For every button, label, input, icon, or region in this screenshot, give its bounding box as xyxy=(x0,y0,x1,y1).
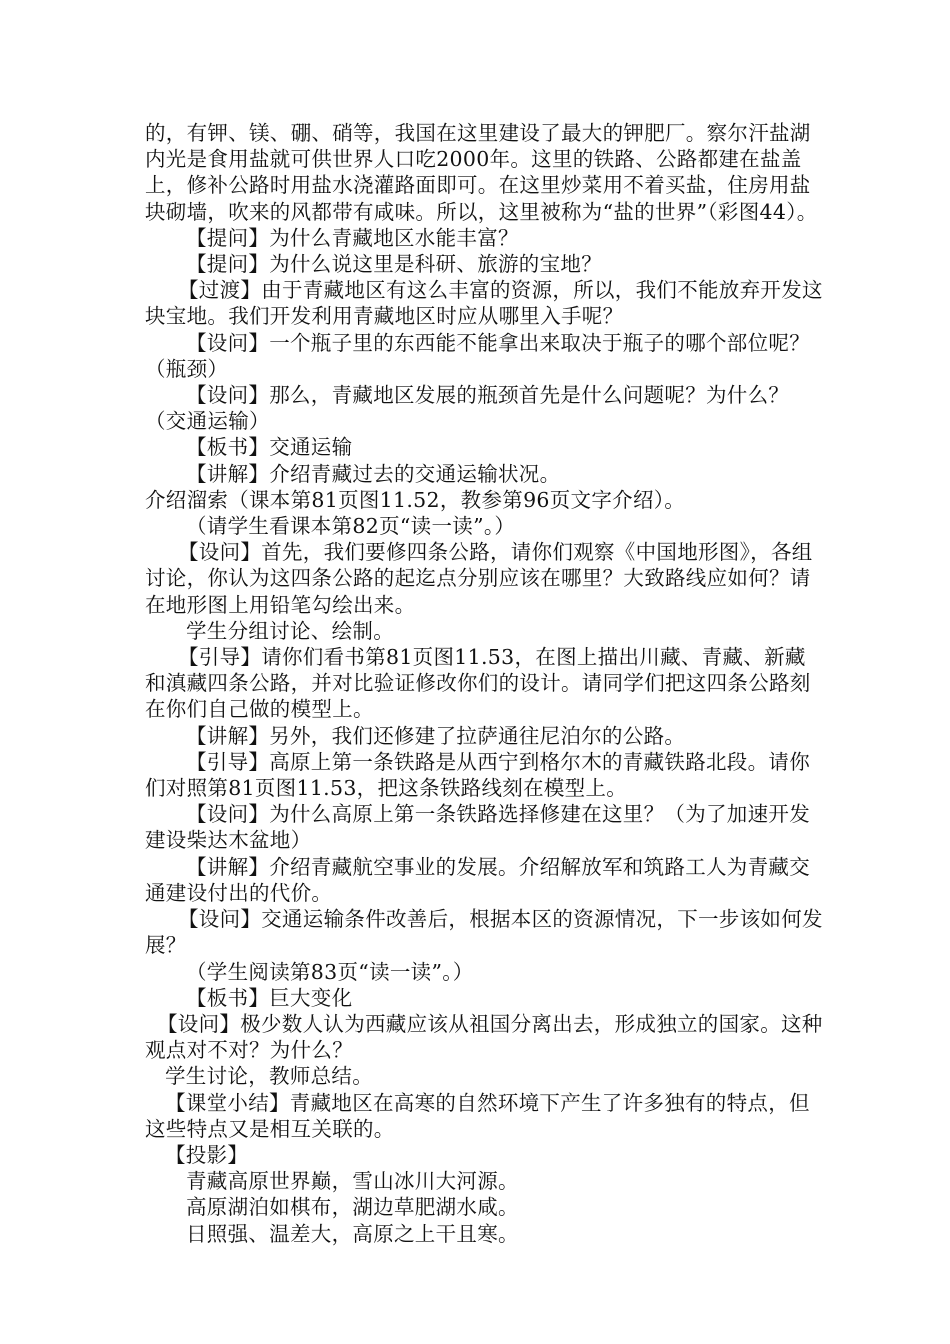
paragraph-read-page-82: （请学生看课本第82页“读一读”。） xyxy=(186,514,516,539)
paragraph-guide-railway: 【引导】高原上第一条铁路是从西宁到格尔木的青藏铁路北段。请你们对照第81页图11.53，把这条铁路线刻在模型上。 xyxy=(145,749,810,801)
paragraph-read-page-83: （学生阅读第83页“读一读”。） xyxy=(186,959,474,984)
paragraph-board-change: 【板书】巨大变化 xyxy=(186,985,353,1010)
poem-line-1: 青藏高原世界巅，雪山冰川大河源。 xyxy=(186,1169,519,1194)
paragraph-question-research-tourism: 【提问】为什么说这里是科研、旅游的宝地？ xyxy=(186,252,602,277)
paragraph-teacher-summary: 学生讨论，教师总结。 xyxy=(165,1064,373,1089)
paragraph-board-transport: 【板书】交通运输 xyxy=(186,435,353,460)
paragraph-question-development: 【设问】交通运输条件改善后，根据本区的资源情况，下一步该如何发展？ xyxy=(145,907,823,958)
poem-line-3: 日照强、温差大，高原之上干且寒。 xyxy=(186,1221,519,1246)
paragraph-explain-aviation: 【讲解】介绍青藏航空事业的发展。介绍解放军和筑路工人为青藏交通建设付出的代价。 xyxy=(145,854,810,905)
paragraph-salt-world: 的，有钾、镁、硼、硝等，我国在这里建设了最大的钾肥厂。察尔汗盐湖内光是食用盐就可供世界人口吃2000年。这里的铁路、公路都建在盐盖上，修补公路时用盐水浇灌路面即可。在这里炒菜用不着买盐，住房用盐块砌墙，吹来的风都带有咸味。所以，这里被称为“盐的世界”（彩图44）。 xyxy=(145,121,818,224)
paragraph-explain-nepal-road: 【讲解】另外，我们还修建了拉萨通往尼泊尔的公路。 xyxy=(186,723,686,748)
paragraph-student-discussion: 学生分组讨论、绘制。 xyxy=(186,618,394,643)
paragraph-question-first-railway: 【设问】为什么高原上第一条铁路选择修建在这里？（为了加速开发建设柴达木盆地） xyxy=(145,802,810,853)
poem-line-2: 高原湖泊如棋布，湖边草肥湖水咸。 xyxy=(186,1195,519,1220)
paragraph-question-bottleneck: 【设问】一个瓶子里的东西能不能拿出来取决于瓶子的哪个部位呢？（瓶颈） xyxy=(145,330,810,381)
document-body xyxy=(145,120,825,1247)
paragraph-question-transport: 【设问】那么，青藏地区发展的瓶颈首先是什么问题呢？为什么？（交通运输） xyxy=(145,383,790,434)
paragraph-guide-roads: 【引导】请你们看书第81页图11.53，在图上描出川藏、青藏、新藏和滇藏四条公路，并对比验证修改你们的设计。请同学们把这四条公路刻在你们自己做的模型上。 xyxy=(145,645,811,722)
paragraph-transition: 【过渡】由于青藏地区有这么丰富的资源，所以，我们不能放弃开发这块宝地。我们开发利用青藏地区时应从哪里入手呢？ xyxy=(145,278,823,329)
paragraph-projection-heading: 【投影】 xyxy=(165,1142,249,1167)
paragraph-question-tibet: 【设问】极少数人认为西藏应该从祖国分离出去，形成独立的国家。这种观点对不对？为什么？ xyxy=(145,1011,823,1063)
paragraph-explain-past-transport: 【讲解】介绍青藏过去的交通运输状况。 xyxy=(186,461,561,486)
paragraph-zipline-intro: 介绍溜索（课本第81页图11.52，教参第96页文字介绍）。 xyxy=(145,487,686,512)
paragraph-question-four-roads: 【设问】首先，我们要修四条公路，请你们观察《中国地形图》，各组讨论，你认为这四条公路的起迄点分别应该在哪里？大致路线应如何？请在地形图上用铅笔勾绘出来。 xyxy=(145,540,813,617)
paragraph-question-hydropower: 【提问】为什么青藏地区水能丰富？ xyxy=(186,225,519,250)
paragraph-class-summary: 【课堂小结】青藏地区在高寒的自然环境下产生了许多独有的特点，但这些特点又是相互关联的。 xyxy=(145,1090,810,1141)
